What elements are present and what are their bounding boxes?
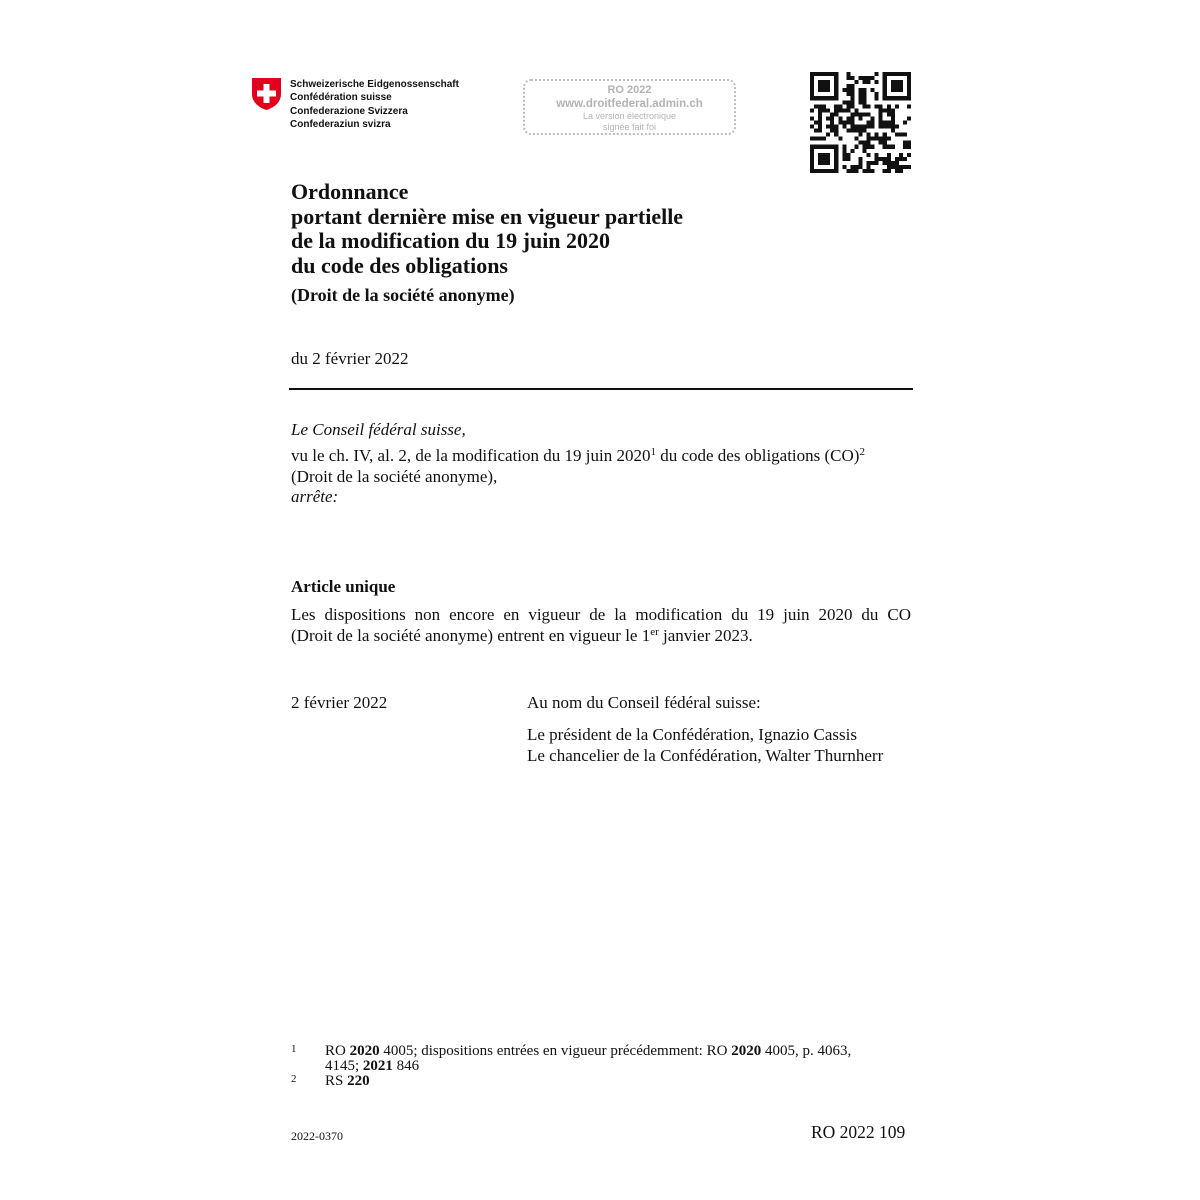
ordinance-subtitle: (Droit de la société anonyme) bbox=[291, 285, 515, 305]
considering-text-a: vu le ch. IV, al. 2, de la modification du 19 juin 2020 bbox=[291, 446, 651, 465]
swiss-cross-icon bbox=[251, 77, 282, 111]
considering-text-b: du code des obligations (CO) bbox=[655, 446, 860, 465]
footnote-year: 2020 bbox=[349, 1043, 380, 1059]
footnote-year: 2020 bbox=[731, 1043, 762, 1059]
ordinance-title bbox=[291, 180, 683, 278]
document-number: 2022-0370 bbox=[291, 1129, 343, 1143]
footnote-number: 2 bbox=[291, 1073, 297, 1085]
signature-date: 2 février 2022 bbox=[291, 693, 388, 712]
footnote-number: 1 bbox=[291, 1043, 297, 1055]
title-line: de la modification du 19 juin 2020 bbox=[291, 228, 611, 253]
footnote-text: RS bbox=[325, 1073, 348, 1089]
stamp-line2: signée fait foi bbox=[602, 122, 657, 132]
chancellor-line: Le chancelier de la Confédération, Walter Thurnherr bbox=[527, 746, 884, 765]
title-line: Ordonnance bbox=[291, 179, 409, 204]
article-line-1: Les dispositions non encore en vigueur de la modification du 19 juin 2020 du CO bbox=[291, 605, 911, 624]
footnote-ref-1[interactable]: 1 bbox=[650, 446, 656, 458]
footnote-year: 2021 bbox=[362, 1058, 393, 1074]
footnote-text: RO bbox=[325, 1043, 350, 1059]
article-line-2a: (Droit de la société anonyme) entrent en vigueur le 1 bbox=[291, 626, 651, 645]
ro-page-reference: RO 2022 109 bbox=[811, 1122, 906, 1142]
footnotes bbox=[291, 1044, 851, 1089]
stamp-line1: La version électronique bbox=[582, 111, 677, 121]
preamble-authority: Le Conseil fédéral suisse, bbox=[291, 420, 466, 439]
on-behalf-line: Au nom du Conseil fédéral suisse: bbox=[527, 693, 761, 712]
title-divider bbox=[289, 388, 913, 390]
footnote-text: 4145; bbox=[325, 1058, 363, 1074]
preamble-decrees: arrête: bbox=[291, 487, 339, 506]
confederation-name-fr: Confédération suisse bbox=[290, 92, 392, 104]
preamble-considering bbox=[291, 445, 911, 466]
confederation-names bbox=[290, 78, 459, 131]
electronic-signature-stamp bbox=[523, 79, 736, 135]
title-line: du code des obligations bbox=[291, 252, 508, 278]
president-line: Le président de la Confédération, Ignazio Cassis bbox=[527, 725, 857, 744]
footnote-text: 4005; dispositions entrées en vigueur précédemment: RO bbox=[379, 1043, 732, 1059]
article-line-2-sup: er bbox=[650, 626, 659, 638]
footnote-2 bbox=[291, 1074, 851, 1089]
article-title: Article unique bbox=[291, 577, 396, 596]
stamp-url: www.droitfederal.admin.ch bbox=[556, 98, 703, 110]
preamble bbox=[291, 419, 911, 507]
footnote-text: 846 bbox=[392, 1058, 420, 1074]
considering-text-c: (Droit de la société anonyme), bbox=[291, 467, 498, 486]
title-line: portant dernière mise en vigueur partielle bbox=[291, 203, 684, 229]
footnote-ref-2[interactable]: 2 bbox=[859, 446, 865, 458]
signature-block bbox=[527, 692, 883, 766]
ordinance-date: du 2 février 2022 bbox=[291, 349, 409, 368]
qr-code-icon bbox=[810, 72, 911, 173]
footnote-1 bbox=[291, 1044, 851, 1074]
stamp-ro: RO 2022 bbox=[607, 84, 652, 96]
footnote-rs-number: 220 bbox=[347, 1073, 370, 1089]
article-line-2b: janvier 2023. bbox=[658, 626, 753, 645]
article-text bbox=[291, 604, 911, 646]
confederation-name-de: Schweizerische Eidgenossenschaft bbox=[290, 79, 459, 90]
confederation-name-rm: Confederaziun svizra bbox=[290, 118, 391, 130]
confederation-name-it: Confederazione Svizzera bbox=[290, 105, 408, 117]
footnote-text: 4005, p. 4063, bbox=[761, 1043, 852, 1059]
